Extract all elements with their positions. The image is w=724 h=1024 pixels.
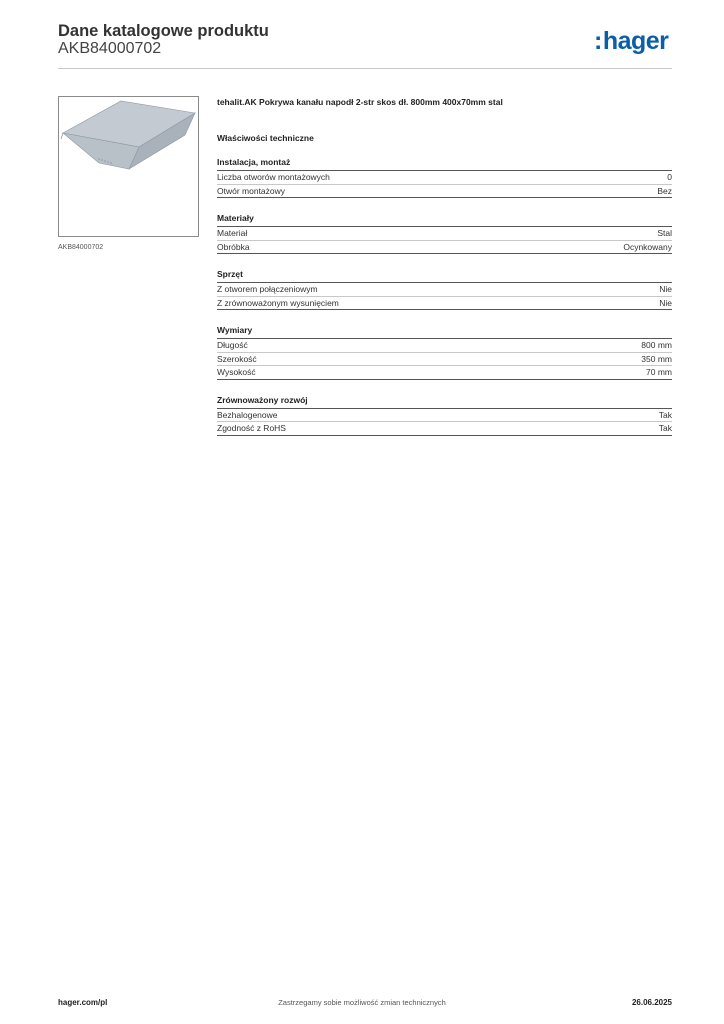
product-code: AKB84000702 (58, 40, 162, 57)
group-installation (217, 157, 672, 198)
footer-disclaimer: Zastrzegamy sobie możliwość zmian technicznych (278, 998, 446, 1007)
header-divider (58, 68, 672, 69)
group-heading: Materiały (217, 213, 672, 227)
product-details (217, 96, 672, 436)
group-materials (217, 213, 672, 254)
spec-row (217, 366, 672, 380)
spec-label: Materiał (217, 228, 248, 239)
spec-label: Liczba otworów montażowych (217, 172, 330, 183)
spec-value: Stal (657, 228, 672, 239)
group-dimensions (217, 325, 672, 380)
spec-row (217, 241, 672, 255)
spec-row (217, 339, 672, 353)
group-hardware (217, 269, 672, 310)
group-heading: Sprzęt (217, 269, 672, 283)
spec-value: 70 mm (646, 367, 672, 378)
spec-label: Długość (217, 340, 248, 351)
cable-duct-cover-illustration (59, 97, 198, 236)
spec-row (217, 422, 672, 436)
group-sustainability (217, 395, 672, 436)
page-title: Dane katalogowe produktu (58, 22, 269, 40)
spec-row (217, 297, 672, 311)
spec-row (217, 185, 672, 199)
spec-row (217, 227, 672, 241)
spec-label: Szerokość (217, 353, 257, 364)
spec-row (217, 409, 672, 423)
footer-date: 26.06.2025 (631, 998, 672, 1007)
spec-row (217, 171, 672, 185)
image-caption: AKB84000702 (58, 244, 104, 251)
spec-label: Z zrównoważonym wysunięciem (217, 297, 339, 308)
spec-value: Tak (658, 423, 672, 434)
spec-label: Bezhalogenowe (217, 409, 278, 420)
group-heading: Wymiary (217, 325, 672, 339)
spec-row (217, 353, 672, 367)
group-heading: Zrównoważony rozwój (217, 395, 672, 409)
spec-label: Z otworem połączeniowym (217, 284, 318, 295)
spec-row (217, 283, 672, 297)
spec-value: 800 mm (641, 340, 672, 351)
spec-value: Bez (657, 185, 672, 196)
logo-prefix: : (594, 27, 602, 55)
group-heading: Instalacja, montaż (217, 157, 672, 171)
hager-logo[interactable] (594, 27, 668, 56)
spec-value: 350 mm (641, 353, 672, 364)
spec-value: Nie (659, 284, 672, 295)
section-heading: Właściwości techniczne (217, 133, 314, 143)
logo-text: hager (602, 27, 669, 55)
spec-value: Tak (658, 409, 672, 420)
spec-label: Zgodność z RoHS (217, 423, 286, 434)
product-image (58, 96, 199, 237)
spec-label: Otwór montażowy (217, 185, 286, 196)
spec-value: 0 (667, 172, 672, 183)
spec-label: Wysokość (217, 367, 256, 378)
spec-label: Obróbka (217, 241, 250, 252)
product-title: tehalit.AK Pokrywa kanału napodł 2-str skos dł. 800mm 400x70mm stal (217, 97, 503, 107)
footer-website-link[interactable]: hager.com/pl (58, 998, 108, 1007)
spec-value: Nie (659, 297, 672, 308)
spec-value: Ocynkowany (623, 241, 672, 252)
